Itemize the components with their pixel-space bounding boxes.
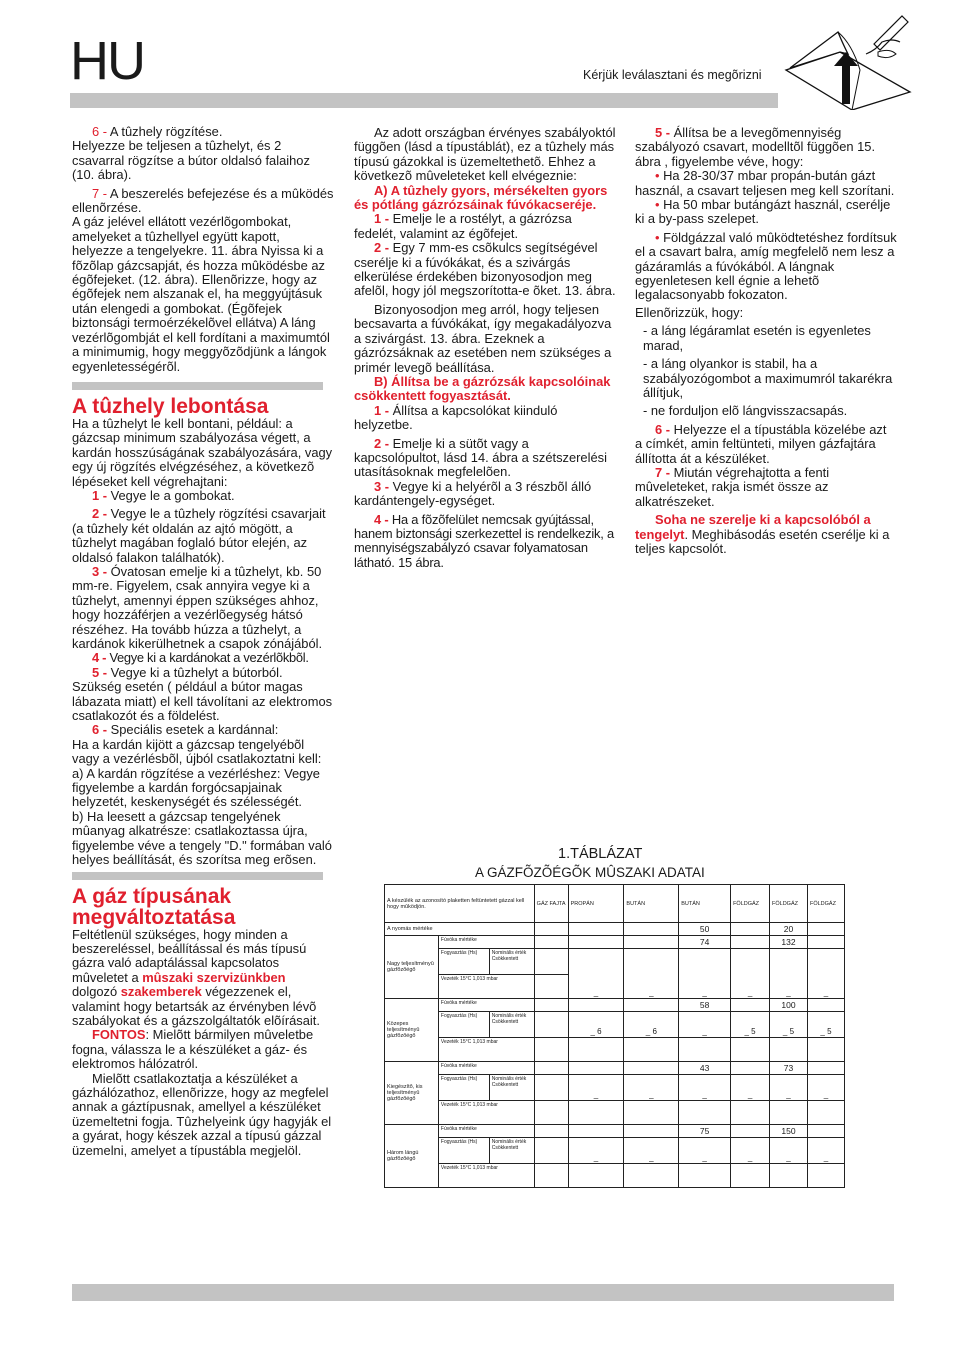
b-step-4: 4 - Ha a fõzõfelület nemcsak gyújtással, hanem biztonsági szerkezettel is rendelkezik, a mennyiségszabályzó csavar folyamatosan látható. 15 ábra.	[354, 511, 615, 570]
bottom-divider-bar	[72, 1284, 894, 1301]
language-code: HU	[70, 31, 144, 91]
dismantle-step-6-body: Ha a kardán kijött a gázcsap tengelyébõl vagy a vezérlésbõl, újból csatlakoztatni kell:	[72, 736, 322, 767]
table-col-head: FÖLDGÁZ	[807, 885, 844, 923]
bullet-butane: • Ha 50 mbar butángázt használ, cserélje ki a by-pass szelepet.	[635, 197, 891, 227]
important-note: FONTOS: Mielõtt bármilyen mûveletbe fogna, válassza le a készüléket a gáz- és elektromos hálózatról.	[72, 1027, 314, 1072]
column-3	[635, 126, 897, 556]
table-col-head: BUTÁN	[679, 885, 731, 923]
b-step-3: 3 - Vegye ki a helyérõl a 3 részbõl álló kardántengely-egységet.	[354, 478, 592, 509]
a-step-2: 2 - Egy 7 mm-es csõkulcs segítségével cserélje ki a fúvókákat, és a szivárgás elkerülése érdekében bizonyosodjon meg afelõl, hogy jól megszorította-e õket. 13. ábra.	[354, 240, 616, 299]
table-head-gas: GÁZ FAJTA	[534, 885, 568, 923]
gas-burner-data-table: A készülék az azonosító plaketten feltüntetett gázzal kell hogy mûködjön. GÁZ FAJTA PROPÁN BUTÁN BUTÁN FÖLDGÁZ FÖLDGÁZ FÖLDGÁZ A nyomás mértéke 50 20 Nagy teljesítményû gázfõzõégõ Fúvóka mértéke 74 132 Fogyasztás (Hs) Nominális érték Csökkentett _ _ _ _ _ _ Vezeték 15°C 1,013 mbar Közepes teljesítményû gázfõzõégõ Fúvóka mértéke 58 100 Fogyasztás (Hs) Nominális érték Csökkentett _ 6 _ 6 _ _ 5 _ 5 _ 5 Vezeték 15°C 1,013 mbar Kiegészítõ, kis teljesítményû gázfõzõégõ Fúvóka mértéke 43 73 Fogyasztás (Hs) Nominális érték Csökkentett _ _ _ _ _ _ Vezeték 15°C 1,013 mbar Három lángú gázfõzõégõ Fúvóka mértéke 75 150 Fogyasztás (Hs) Nominális érték Csökkentett _ _ _ _ _ _ Vezeték 15°C 1,013 mbar	[384, 884, 845, 1188]
burner-name: Kiegészítõ, kis teljesítményû gázfõzõégõ	[385, 1062, 439, 1125]
check-item-3: - ne forduljon elõ lángvisszacsapás.	[643, 403, 848, 419]
check-item-1: - a láng légáramlat esetén is egyenletes marad,	[643, 323, 871, 353]
gas-change-para-1: Feltétlenül szükséges, hogy minden a beszereléssel, beállítással és más típusú gázra való adaptálással kapcsolatos mûveletet a mûszaki szervizünkben dolgozó szakemberek végezzenek el, valamint hogy betartsák az érvényben lévõ szabályokat és a gázszolgáltatók elõírásait.	[72, 926, 320, 1028]
tear-off-booklet-icon	[782, 14, 912, 110]
step-6-heading: 6 - A tûzhely rögzítése.	[92, 124, 223, 139]
warning-note: Soha ne szerelje ki a kapcsolóból a tengelyt. Meghibásodás esetén cserélje ki a teljes kapcsolót.	[635, 512, 890, 556]
header-tagline: Kérjük leválasztani és megõrizni	[583, 68, 762, 82]
table-row: Közepes teljesítményû gázfõzõégõ Fúvóka mértéke 58 100	[385, 999, 845, 1012]
dismantle-step-4: 4 - Vegye ki a kardánokat a vezérlõkbõl.	[92, 650, 309, 666]
pressure-row: A nyomás mértéke 50 20	[385, 923, 845, 936]
section-divider	[72, 872, 323, 880]
step-7-heading: 7 - A beszerelés befejezése és a mûködés ellenõrzése.	[72, 185, 334, 216]
bullet-propane-butane: • Ha 28-30/37 mbar propán-bután gázt használ, a csavart teljesen meg kell szorítani.	[635, 168, 895, 198]
table-row: Nagy teljesítményû gázfõzõégõ Fúvóka mértéke 74 132	[385, 936, 845, 949]
dismantle-step-1: 1 - Vegye le a gombokat.	[92, 487, 235, 503]
section-divider	[72, 382, 323, 390]
burner-name: Közepes teljesítményû gázfõzõégõ	[385, 999, 439, 1062]
bullet-icon: •	[655, 229, 664, 245]
a-step-1: 1 - Emelje le a rostélyt, a gázrózsa fedelét, valamint az égõfejet.	[354, 211, 572, 241]
table-col-head: FÖLDGÁZ	[770, 885, 808, 923]
col2-intro: Az adott országban érvényes szabályoktól függõen (lásd a típustáblát), ez a tûzhely más típusú gázokkal is üzemeltethetõ. Ehhez a következõ mûveleteket kell elvégeznie:	[354, 125, 616, 184]
step-7-body: A gáz jelével ellátott vezérlõgombokat, amelyeket a tûzhellyel együtt kapott, helyezze a tengelyekre. 11. ábra Nyissa ki a fõzõlap gázcsapját, és hozza mûködésbe az égõfejeket. (12. ábra). Ellenõrizze, hogy az égõfejek nem alszanak el, ha meggyújtásuk után elengedi a gombokat. (Égõfejek biztonsági termoérzékelõvel ellátva) A láng vezérlõgombját el kell fordítani a maximumtól a minimumig, hogy meggyõzõdjünk a lángok egyenletességérõl.	[72, 214, 330, 374]
section-title-dismantle: A tûzhely lebontása	[72, 394, 269, 418]
dismantle-step-6-a: a) A kardán rögzítése a vezérléshez: Vegye figyelembe a kardán forgócsapjainak helyzetét, keskenységét és szélességét.	[72, 765, 320, 810]
b-step-2: 2 - Emelje ki a sütõt vagy a kapcsolópultot, lásd 14. ábra a szétszerelési utasításoknak megfelelõen.	[354, 435, 607, 480]
dismantle-step-3: 3 - Óvatosan emelje ki a tûzhelyt, kb. 50 mm-re. Figyelem, csak annyira vegye ki a tûzhelyt, amennyi éppen szükséges ahhoz, hogy hozzáférjen a vezérlõegység hátsó részéhez. Ha tovább húzza a tûzhelyt, a kardánok kikerülhetnek a csapok zónájából.	[72, 563, 323, 651]
dismantle-intro: Ha a tûzhelyt le kell bontani, például: a gázcsap minimum szabályozása végett, a kardán hosszúságának szabályozására, vagy egy új rögzítés elvégzéséhez, a következõ lépéseket kell végrehajtani:	[72, 415, 333, 489]
column-2	[354, 126, 616, 570]
table-row: Három lángú gázfõzõégõ Fúvóka mértéke 75 150	[385, 1125, 845, 1138]
table-title: 1.TÁBLÁZAT	[558, 846, 643, 862]
section-title-gas-change: A gáz típusának megváltoztatása	[72, 884, 236, 929]
c-step-6: 6 - Helyezze el a típustábla közelébe azt a címkét, amin feltünteti, milyen gázfajtára állította át a készüléket.	[635, 421, 887, 466]
dismantle-step-5: 5 - Vegye ki a tûzhelyt a bútorból. Szükség esetén ( például a bútor magas lábazata miatt) el kell távolítani az elektromos csatlakozót és a földelést.	[72, 664, 333, 724]
b-step-1: 1 - Állítsa a kapcsolókat kiinduló helyzetbe.	[354, 402, 558, 433]
table-header-row	[385, 885, 845, 923]
table-col-head: FÖLDGÁZ	[731, 885, 770, 923]
table-subtitle: A GÁZFÕZÕÉGÕK MÛSZAKI ADATAI	[475, 865, 705, 880]
heading-a: A) A tûzhely gyors, mérsékelten gyors és pótláng gázrózsáinak fúvókacseréje.	[354, 182, 608, 213]
bullet-natural-gas: • Földgázzal való mûködtetéshez fordítsuk el a csavart balra, amíg megfelelõ nem lesz a gázáramlás a fúvókából. A lángnak egyenletesen kell égnie a lehetõ legalacsonyabb fokozaton.	[635, 229, 897, 303]
top-divider-bar	[70, 93, 778, 108]
heading-b: B) Állítsa be a gázrózsák kapcsolóinak csökkentett fogyasztását.	[354, 373, 611, 404]
check-label: Ellenõrizzük, hogy:	[635, 304, 744, 320]
burner-name: Három lángú gázfõzõégõ	[385, 1125, 439, 1188]
bullet-icon: •	[655, 197, 664, 213]
gas-change-para-2: Mielõtt csatlakoztatja a készüléket a gázhálózathoz, ellenõrizze, hogy az megfelel annak a gáztípusnak, amellyel a készüléket üzemeltetni fogja. Tûzhelyeink úgy hagyják el a gyárat, hogy készek azzal a típusú gázzal üzemelni, amelyet a típustábla megjelöl.	[72, 1070, 332, 1158]
dismantle-step-6-b: b) Ha leesett a gázcsap tengelyének mûanyag alkatrésze: csatlakoztassa újra, figyelembe véve a tengely "D." formában való helyes beállítását, és szorítsa meg erõsen.	[72, 808, 332, 868]
dismantle-step-2: 2 - Vegye le a tûzhely rögzítési csavarjait (a tûzhely két oldalán az ajtó mögött, a tûzhelyt magában foglaló bútor elején, az oldalsó falakon találhatók).	[72, 506, 326, 565]
table-col-head: PROPÁN	[568, 885, 624, 923]
column-1	[72, 125, 334, 1158]
step-6-body: Helyezze be teljesen a tûzhelyt, és 2 csavarral rögzítse a bútor oldalsó falaihoz (10. ábra).	[72, 138, 310, 183]
check-item-2: - a láng olyankor is stabil, ha a szabályozógombot a maximumról takarékra állítjuk,	[643, 356, 893, 400]
bullet-icon: •	[655, 168, 664, 184]
a-note: Bizonyosodjon meg arról, hogy teljesen becsavarta a fúvókákat, így megakadályozva a szivárgást. 13. ábra. Ezeknek a gázrózsáknak az esetében nem szükséges a primér levegõ beállítása.	[354, 301, 612, 375]
burner-name: Nagy teljesítményû gázfõzõégõ	[385, 936, 439, 999]
c-step-7: 7 - Miután végrehajtotta a fenti mûveleteket, rakja ismét össze az alkatrészeket.	[635, 464, 830, 509]
c-step-5: 5 - Állítsa be a levegõmennyiség szabályozó csavart, modelltõl függõen 15. ábra , figyelembe véve, hogy:	[635, 125, 876, 169]
table-col-head: BUTÁN	[624, 885, 679, 923]
table-row: Kiegészítõ, kis teljesítményû gázfõzõégõ Fúvóka mértéke 43 73	[385, 1062, 845, 1075]
dismantle-step-6: 6 - Speciális esetek a kardánnal:	[92, 722, 279, 738]
table-head-desc: A készülék az azonosító plaketten feltüntetett gázzal kell hogy mûködjön.	[385, 885, 535, 923]
